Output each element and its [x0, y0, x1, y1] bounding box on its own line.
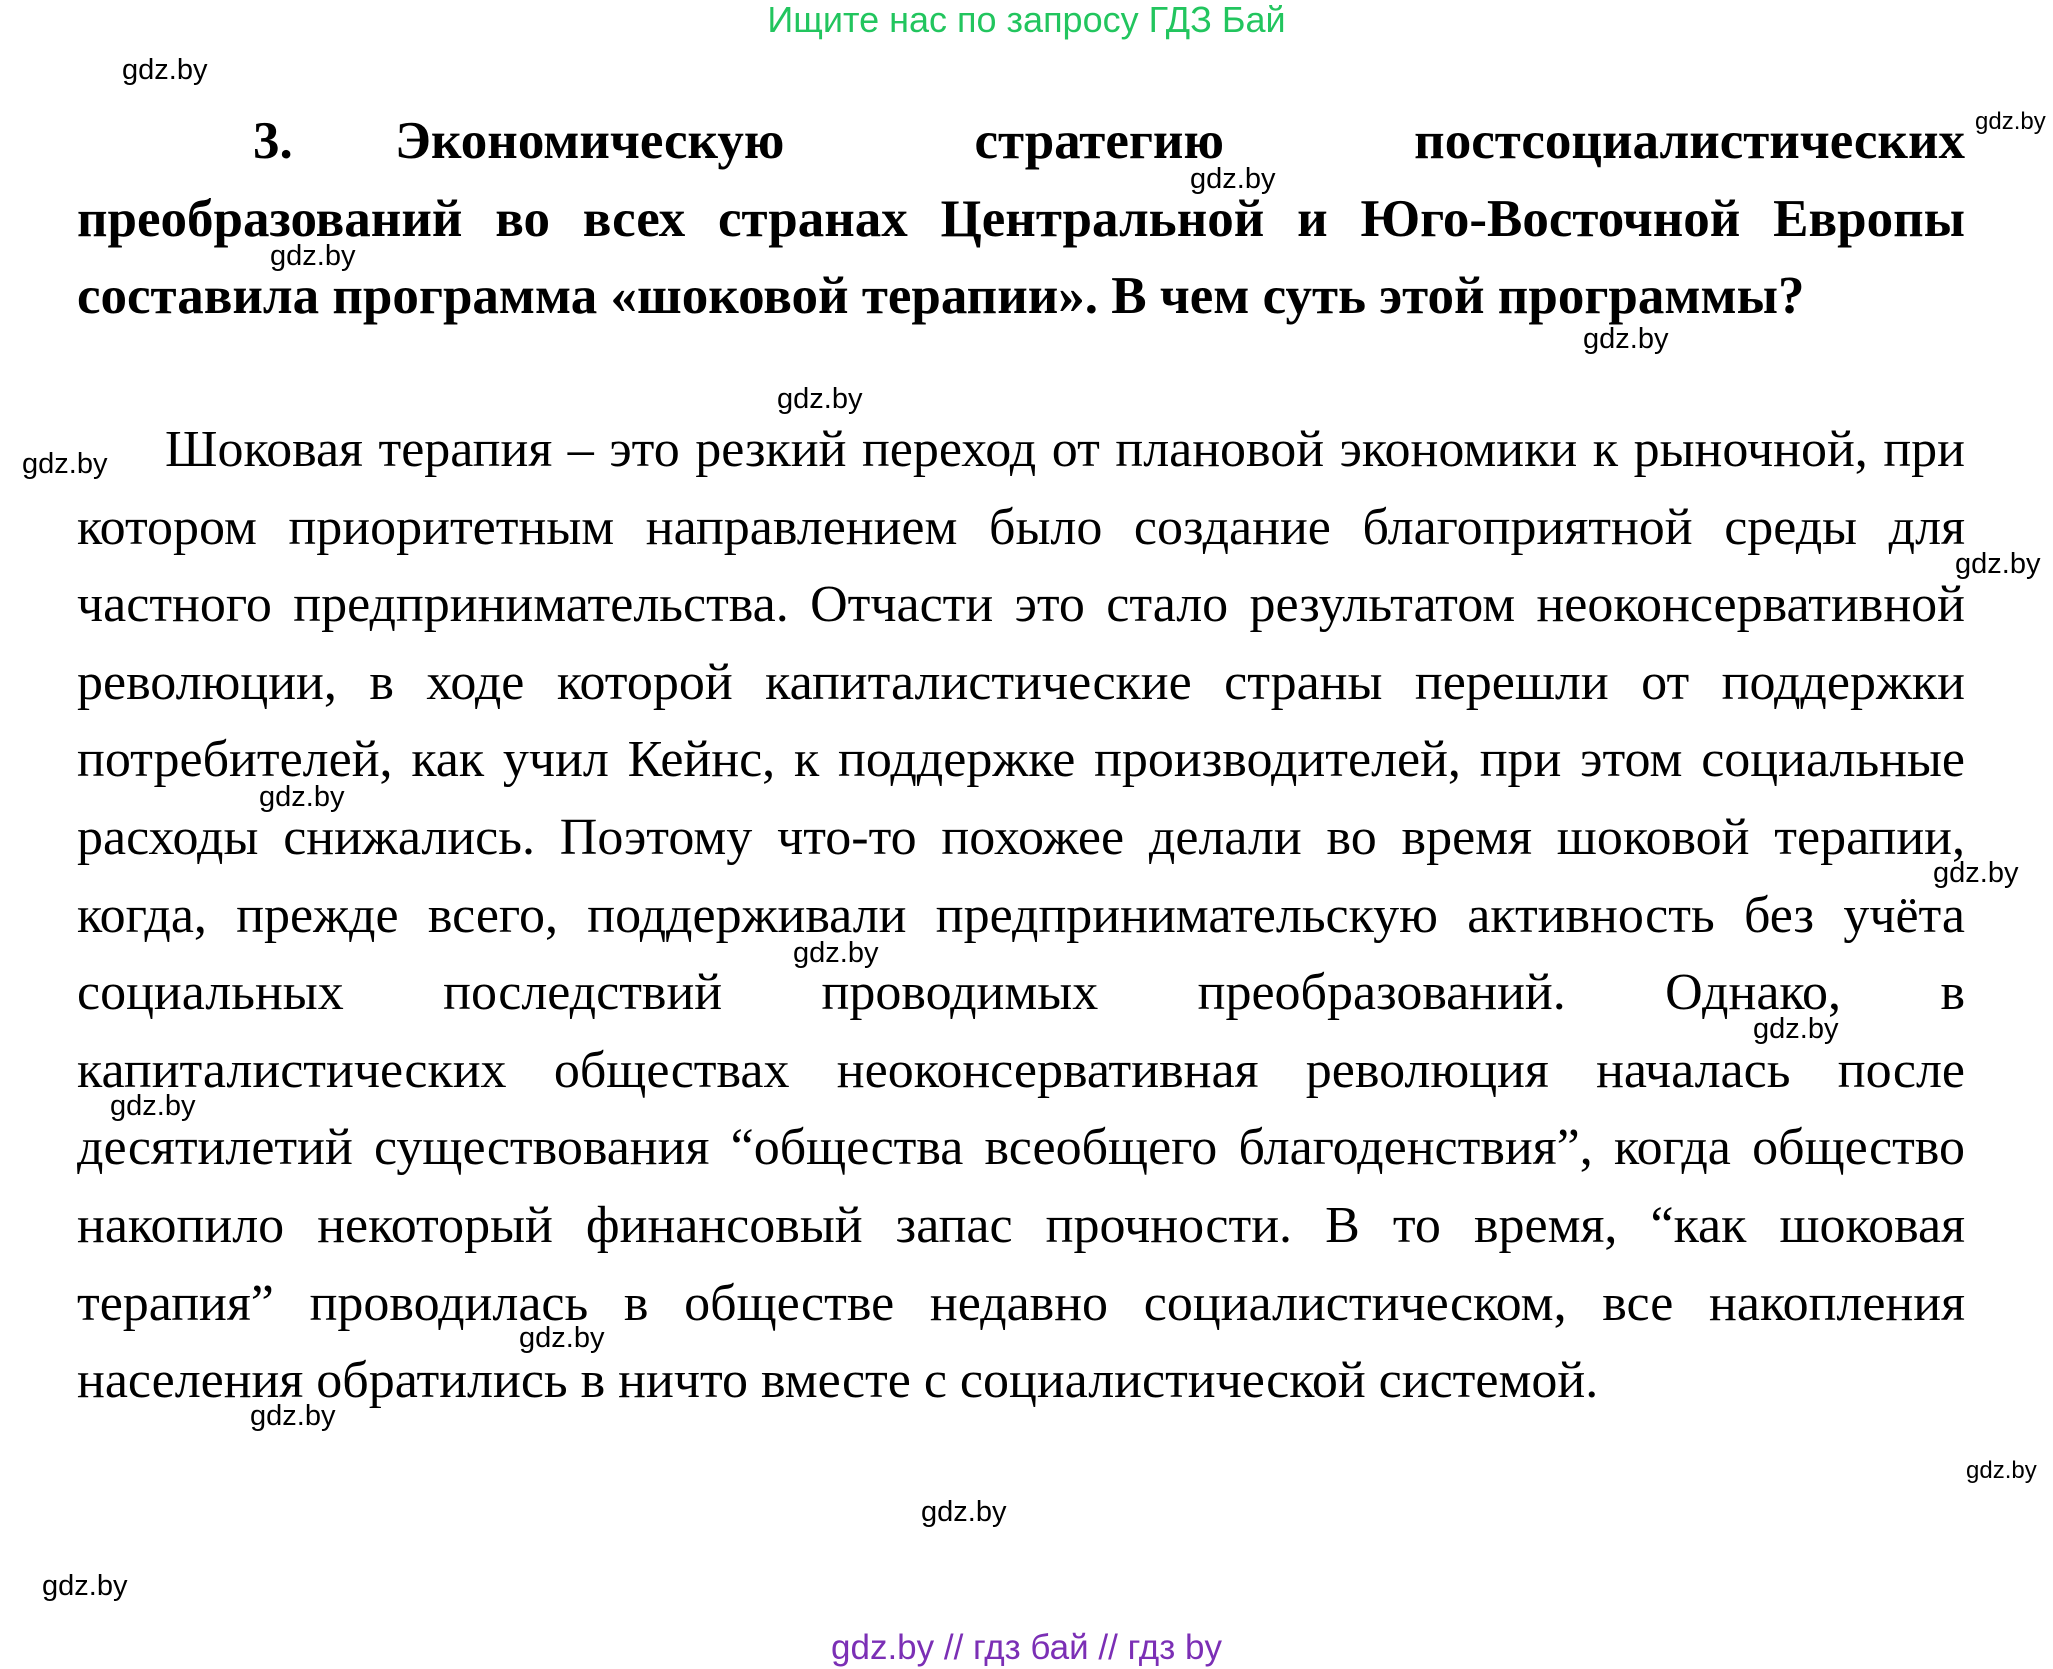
watermark: gdz.by	[777, 383, 863, 415]
watermark: gdz.by	[270, 240, 356, 272]
watermark: gdz.by	[1955, 548, 2041, 580]
question-number: 3.	[253, 112, 293, 170]
watermark: gdz.by	[1190, 163, 1276, 195]
question-text: Экономическую стратегию постсоциалистических преобразований во всех странах Центральной и Юго-Восточной Европы составила программа «шоковой терапии». В чем суть этой программы?	[77, 112, 1965, 326]
footer-banner: gdz.by // гдз бай // гдз by	[831, 1628, 1222, 1667]
watermark: gdz.by	[259, 781, 345, 813]
watermark: gdz.by	[110, 1090, 196, 1122]
watermark: gdz.by	[22, 448, 108, 480]
question	[77, 103, 1965, 336]
watermark: gdz.by	[519, 1322, 605, 1354]
watermark: gdz.by	[122, 54, 208, 86]
watermark: gdz.by	[1753, 1013, 1839, 1045]
top-banner: Ищите нас по запросу ГДЗ Бай	[767, 0, 1286, 40]
watermark: gdz.by	[921, 1496, 1007, 1528]
watermark: gdz.by	[793, 937, 879, 969]
answer-text: Шоковая терапия – это резкий переход от плановой экономики к рыночной, при котором приоритетным направлением было создание благоприятной среды для частного предпринимательства. Отчасти это стало результатом неоконсервативной революции, в ходе которой капиталистические страны перешли от поддержки потребителей, как учил Кейнс, к поддержке производителей, при этом социальные расходы снижались. Поэтому что-то похожее делали во время шоковой терапии, когда, прежде всего, поддерживали предпринимательскую активность без учёта социальных последствий проводимых преобразований. Однако, в капиталистических обществах неоконсервативная революция началась после десятилетий существования “общества всеобщего благоденствия”, когда общество накопило некоторый финансовый запас прочности. В то время, “как шоковая терапия” проводилась в обществе недавно социалистическом, все накопления населения обратились в ничто вместе с социалистической системой.	[77, 421, 1965, 1410]
watermark: gdz.by	[1933, 857, 2019, 889]
watermark: gdz.by	[1583, 323, 1669, 355]
watermark: gdz.by	[1975, 108, 2046, 135]
watermark: gdz.by	[42, 1570, 128, 1602]
watermark: gdz.by	[1966, 1457, 2037, 1484]
watermark: gdz.by	[250, 1400, 336, 1432]
